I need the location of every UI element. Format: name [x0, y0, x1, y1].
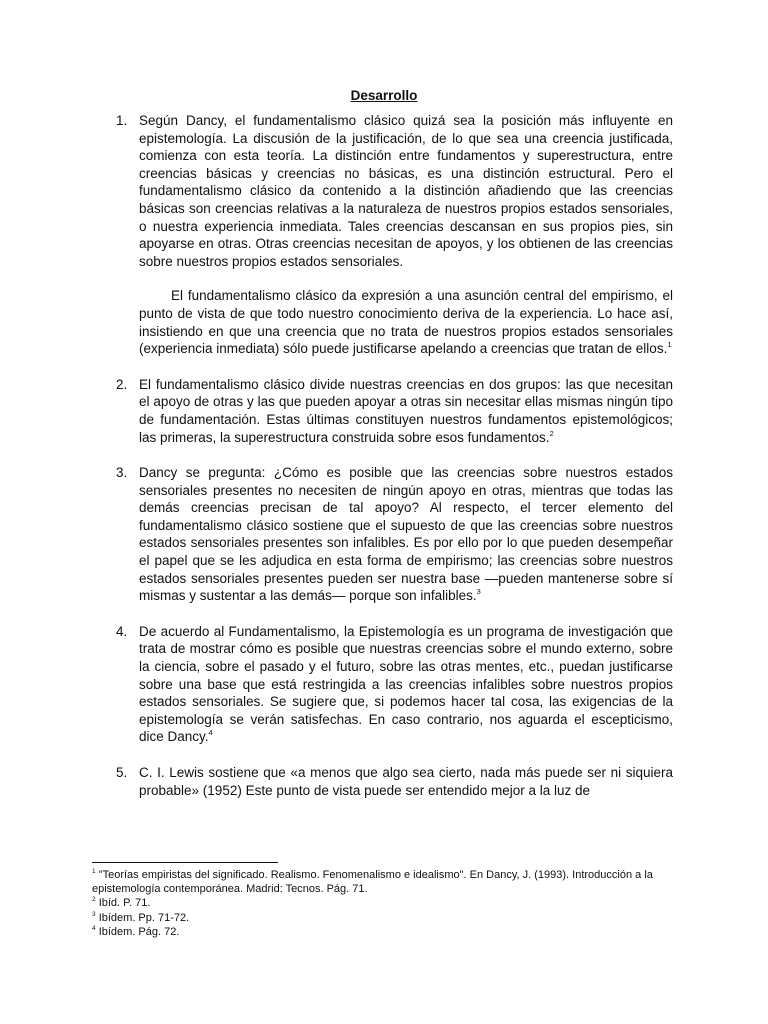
paragraph	[139, 764, 673, 799]
footnote-text: Ibídem. Pp. 71-72.	[98, 911, 190, 924]
footnote-separator	[92, 862, 278, 863]
footnote-reference[interactable]: 3	[476, 587, 481, 597]
paragraph-text: El fundamentalismo clásico da expresión a una asunción central del empirismo, el punto de vista de que todo nuestro conocimiento deriva de la experiencia. Lo hace así, insistiendo en que una creencia que no trata de nuestros propios estados sensoriales (experiencia inmediata) sólo puede justificarse apelando a creencias que tratan de ellos.	[139, 288, 673, 357]
paragraph-text: De acuerdo al Fundamentalismo, la Epistemología es un programa de investigación que trata de mostrar cómo es posible que nuestras creencias sobre el mundo externo, sobre la ciencia, sobre el pasado y el futuro, sobre las otras mentes, etc., puedan justificarse sobre una base que está restringida a las creencias infalibles sobre nuestros propios estados sensoriales. Se sugiere que, si podemos hacer tal cosa, las exigencias de la epistemología se verán satisfechas. En caso contrario, nos aguarda el escepticismo, dice Dancy.	[139, 623, 673, 745]
paragraph	[139, 287, 673, 357]
footnote-reference[interactable]: 1	[667, 340, 672, 350]
paragraph	[139, 376, 673, 446]
footnote-text: Ibídem. Pág. 72.	[98, 925, 180, 938]
list-item	[0, 764, 768, 799]
footnote	[92, 911, 676, 925]
footnote-reference[interactable]: 2	[549, 428, 554, 438]
section-title: Desarrollo	[350, 88, 418, 103]
paragraph	[139, 623, 673, 746]
footnote	[92, 896, 676, 910]
footnote-text: Ibíd. P. 71.	[98, 897, 151, 910]
footnote-text: "Teorías empiristas del significado. Realismo. Fenomenalismo e idealismo". En Dancy, J. (1993). Introducción a la epistemología contemporánea. Madrid: Tecnos. Pág. 71.	[92, 869, 653, 896]
footnote-mark: 1	[92, 868, 96, 875]
item-number: 5.	[116, 765, 128, 780]
footnote-reference[interactable]: 4	[208, 728, 213, 738]
list-item	[0, 376, 768, 446]
footnote	[92, 868, 676, 896]
footnotes	[92, 868, 676, 939]
footnote	[92, 925, 676, 939]
paragraph-text: El fundamentalismo clásico divide nuestras creencias en dos grupos: las que necesitan el apoyo de otras y las que pueden apoyar a otras sin necesitar ellas mismas ningún tipo de fundamentación. Estas últimas constituyen nuestros fundamentos epistemológicos; las primeras, la superestructura construida sobre esos fundamentos.	[139, 376, 673, 445]
numbered-list	[0, 112, 768, 817]
list-item	[0, 623, 768, 746]
paragraph	[139, 112, 673, 270]
item-number: 1.	[116, 113, 128, 128]
paragraph-text: C. I. Lewis sostiene que «a menos que algo sea cierto, nada más puede ser ni siquiera probable» (1952) Este punto de vista puede ser entendido mejor a la luz de	[139, 765, 673, 798]
paragraph-text: Dancy se pregunta: ¿Cómo es posible que las creencias sobre nuestros estados sensoriales presentes no necesiten de ningún apoyo en otras, mientras que todas las demás creencias precisan de tal apoyo? Al respecto, el tercer elemento del fundamentalismo clásico sostiene que el supuesto de que las creencias sobre nuestros estados sensoriales presentes son infalibles. Es por ello por lo que pueden desempeñar el papel que se les adjudica en esta forma de empirismo; las creencias sobre nuestros estados sensoriales presentes pueden ser nuestra base —pueden mantenerse sobre sí mismas y sustentar a las demás— porque son infalibles.	[139, 465, 673, 604]
footnote-mark: 4	[92, 924, 96, 932]
paragraph	[139, 464, 673, 605]
footnote-mark: 2	[92, 896, 96, 904]
item-number: 3.	[116, 465, 128, 481]
item-number: 4.	[116, 623, 128, 639]
paragraph-text: Según Dancy, el fundamentalismo clásico quizá sea la posición más influyente en epistemología. La discusión de la justificación, de lo que sea una creencia justificada, comienza con esta teoría. La distinción entre fundamentos y superestructura, entre creencias básicas y creencias no básicas, es una distinción estructural. Pero el fundamentalismo clásico da contenido a la distinción añadiendo que las creencias básicas son creencias relativas a la naturaleza de nuestros propios estados sensoriales, o nuestra experiencia inmediata. Tales creencias descansan en sus propios pies, sin apoyarse en otras. Otras creencias necesitan de apoyos, y los obtienen de las creencias sobre nuestros propios estados sensoriales.	[139, 113, 673, 269]
list-item	[0, 112, 768, 358]
item-number: 2.	[116, 376, 128, 392]
footnote-mark: 3	[92, 910, 96, 918]
list-item	[0, 464, 768, 605]
